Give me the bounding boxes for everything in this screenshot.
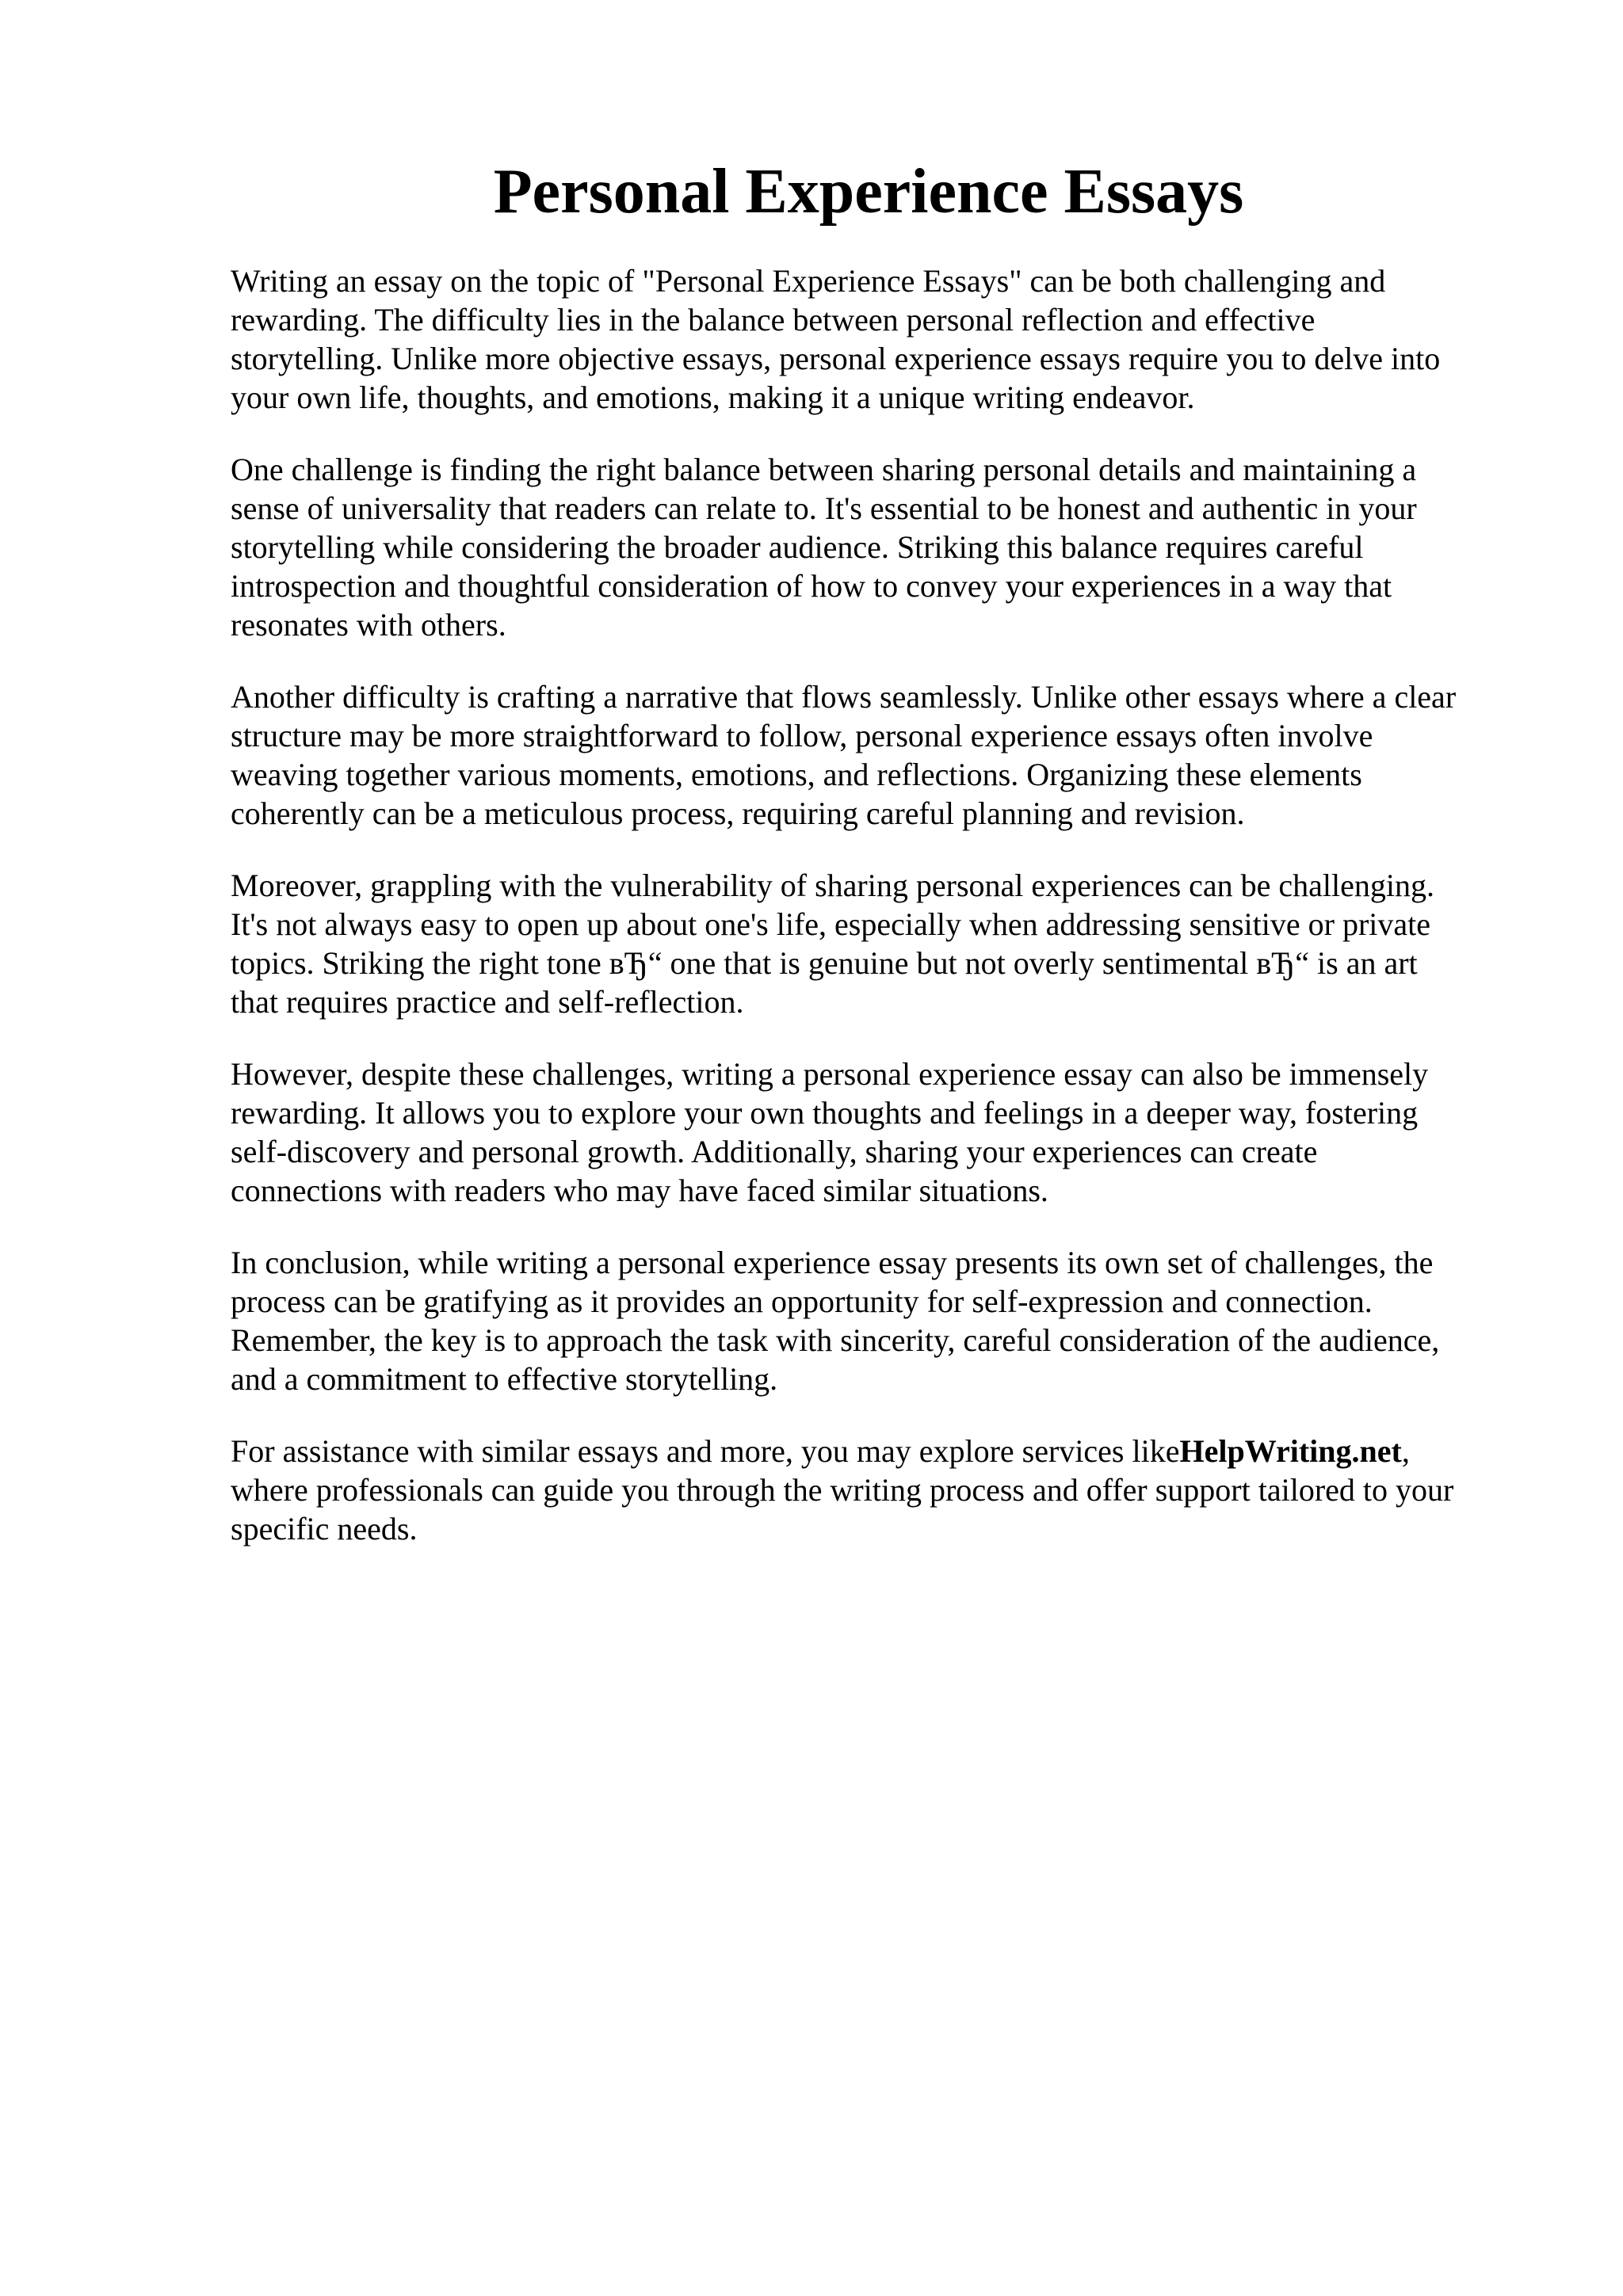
text-line <box>231 1432 1514 1470</box>
helpwriting-link[interactable]: HelpWriting.net <box>1179 1433 1402 1469</box>
text-line: One challenge is finding the right balance between sharing personal details and maintaining a <box>231 452 1417 487</box>
text-line: where professionals can guide you through the writing process and offer support tailored to your <box>231 1472 1454 1508</box>
paragraph-closing <box>231 1432 1514 1548</box>
text-line: It's not always easy to open up about one's life, especially when addressing sensitive or private <box>231 906 1431 942</box>
text-line: Moreover, grappling with the vulnerability of sharing personal experiences can be challenging. <box>231 868 1435 903</box>
text-line: However, despite these challenges, writing a personal experience essay can also be immensely <box>231 1056 1429 1092</box>
document-body <box>231 261 1514 1581</box>
text-line: structure may be more straightforward to follow, personal experience essays often involve <box>231 718 1373 753</box>
paragraph-narrative <box>231 677 1514 833</box>
text-line: Remember, the key is to approach the task with sincerity, careful consideration of the audience, <box>231 1322 1440 1358</box>
text-line: and a commitment to effective storytelling. <box>231 1361 778 1397</box>
text-line: rewarding. It allows you to explore your own thoughts and feelings in a deeper way, fostering <box>231 1095 1419 1131</box>
text-line: connections with readers who may have faced similar situations. <box>231 1173 1048 1208</box>
text-line: specific needs. <box>231 1511 418 1547</box>
text-line: process can be gratifying as it provides an opportunity for self-expression and connection. <box>231 1283 1373 1319</box>
text-line: self-discovery and personal growth. Additionally, sharing your experiences can create <box>231 1134 1318 1169</box>
text-line: rewarding. The difficulty lies in the balance between personal reflection and effective <box>231 302 1316 338</box>
text-line: coherently can be a meticulous process, requiring careful planning and revision. <box>231 795 1245 831</box>
text-line: weaving together various moments, emotions, and reflections. Organizing these elements <box>231 757 1362 792</box>
text-line: In conclusion, while writing a personal experience essay presents its own set of challenges, the <box>231 1245 1434 1280</box>
text-line: Another difficulty is crafting a narrative that flows seamlessly. Unlike other essays where a clear <box>231 679 1457 715</box>
closing-lead-text: For assistance with similar essays and more, you may explore services like <box>231 1433 1180 1469</box>
document-title: Personal Experience Essays <box>493 157 1244 227</box>
paragraph-balance <box>231 450 1514 644</box>
text-line: storytelling. Unlike more objective essays, personal experience essays require you to delve into <box>231 341 1441 376</box>
text-line: sense of universality that readers can relate to. It's essential to be honest and authentic in your <box>231 490 1417 526</box>
text-line: storytelling while considering the broader audience. Striking this balance requires careful <box>231 529 1364 565</box>
paragraph-vulnerability <box>231 866 1514 1021</box>
closing-comma: , <box>1401 1433 1410 1469</box>
text-line: topics. Striking the right tone вЂ“ one that is genuine but not overly sentimental вЂ“ is an art <box>231 945 1418 981</box>
text-line: Writing an essay on the topic of "Personal Experience Essays" can be both challenging and <box>231 263 1386 299</box>
text-line: your own life, thoughts, and emotions, making it a unique writing endeavor. <box>231 379 1195 415</box>
text-line: introspection and thoughtful consideration of how to convey your experiences in a way that <box>231 568 1392 604</box>
text-line: that requires practice and self-reflection. <box>231 984 744 1020</box>
text-line: resonates with others. <box>231 607 506 643</box>
paragraph-intro <box>231 261 1514 417</box>
paragraph-conclusion <box>231 1243 1514 1398</box>
paragraph-rewards <box>231 1055 1514 1210</box>
